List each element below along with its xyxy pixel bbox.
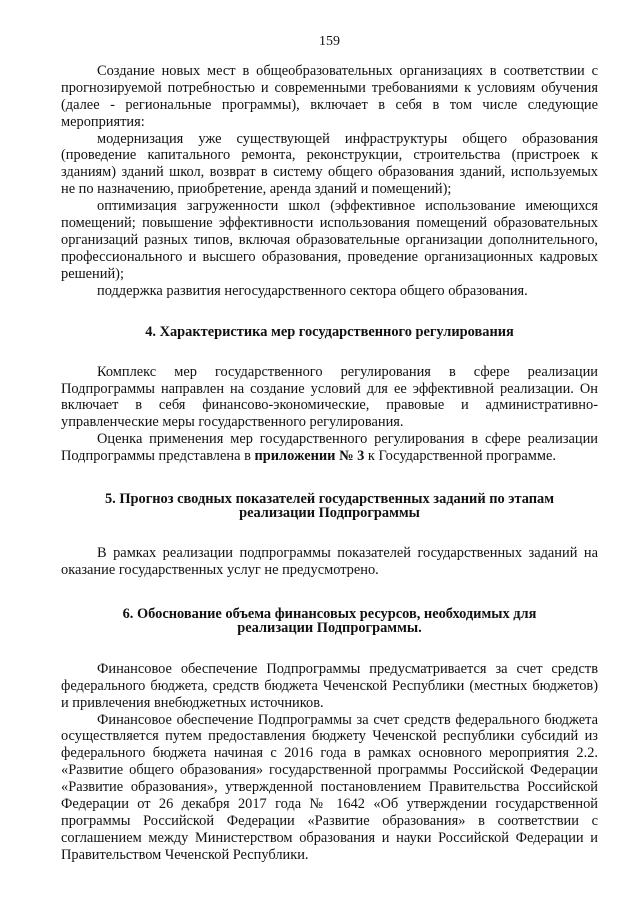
section-4-paragraph-2 (61, 431, 598, 465)
intro-paragraph-1: Создание новых мест в общеобразовательных организациях в соответствии с прогнозируемой потребностью и современными требованиями к условиям обучения (далее - региональные программы), включает в себя в том числе следующие мероприятия: (61, 62, 598, 130)
document-page (61, 34, 598, 864)
section-4-heading: 4. Характеристика мер государственного регулирования (145, 323, 514, 340)
page-number: 159 (319, 34, 340, 49)
section-4-paragraph-2-text-start: Оценка применения мер государственного регулирования в сфере реализации Подпрограммы представлена в (61, 431, 598, 465)
section-5-heading-line-2: реализации Подпрограммы (239, 505, 420, 522)
section-5-paragraph-1: В рамках реализации подпрограммы показателей государственных заданий на оказание государственных услуг не предусмотрено. (61, 545, 598, 578)
section-6-heading (61, 607, 598, 635)
section-4-paragraph-1: Комплекс мер государственного регулирования в сфере реализации Подпрограммы направлен на создание условий для ее эффективной реализации. Он включает в себя финансово-экономические, правовые и административно-управленческие меры государственного регулирования. (61, 363, 598, 431)
section-6-heading-line-2: реализации Подпрограммы. (237, 619, 422, 636)
section-5-heading (61, 492, 598, 520)
intro-paragraph-2: модернизация уже существующей инфраструктуры общего образования (проведение капитального ремонта, реконструкции, строительства (пристроек к зданиям) зданий школ, возврат в систему общего образования зданий, используемых не по назначению, приобретение, аренда зданий и помещений); (61, 130, 598, 198)
intro-paragraph-4: поддержка развития негосударственного сектора общего образования. (97, 282, 528, 299)
section-5-heading-line-1: 5. Прогноз сводных показателей государственных заданий по этапам (104, 491, 555, 508)
section-4-paragraph-2-text-end: к Государственной программе. (364, 448, 556, 465)
section-6-paragraph-2: Финансовое обеспечение Подпрограммы за счет средств федерального бюджета осуществляется путем предоставления бюджету Чеченской республики субсидий из федерального бюджета начиная с 2016 года в рамках основного мероприятия 2.2. «Развитие общего образования» государственной программы Российской Федерации «Развитие образования», утвержденной постановлением Правительства Российской Федерации от 26 декабря 2017 года № 1642 «Об утверждении государственной программы Российской Федерации «Развитие образования» в соответствии с соглашением между Министерством образования и науки Российской Федерации и Правительством Чеченской Республики. (61, 711, 598, 863)
section-6-heading-line-1: 6. Обоснование объема финансовых ресурсов, необходимых для (122, 605, 537, 622)
section-6-paragraph-1: Финансовое обеспечение Подпрограммы предусматривается за счет средств федерального бюджета, средств бюджета Чеченской Республики (местных бюджетов) и привлечения внебюджетных источников. (61, 660, 598, 711)
intro-paragraph-3: оптимизация загруженности школ (эффективное использование имеющихся помещений; повышение эффективности использования помещений образовательных организаций разных типов, включая образовательные организации дополнительного, профессионального и высшего образования, проведение организационных кадровых решений); (61, 198, 598, 282)
appendix-reference: приложении № 3 (254, 448, 365, 465)
